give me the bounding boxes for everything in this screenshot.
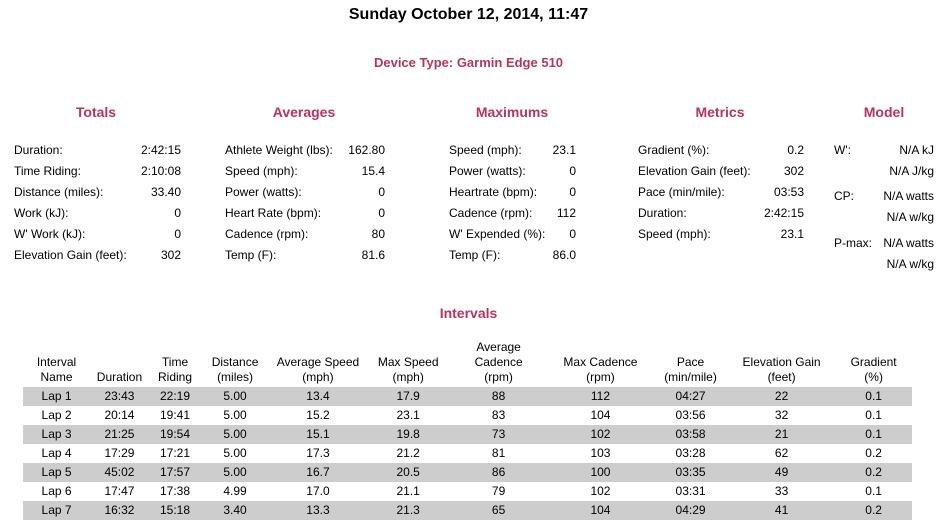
table-cell: 17.3	[306, 446, 330, 460]
table-cell: 0.2	[835, 501, 912, 520]
table-cell: 03:56	[675, 408, 706, 422]
stat-label: Speed (mph):	[225, 164, 298, 178]
table-cell: 5.00	[223, 446, 247, 460]
stat-value: 0	[174, 206, 181, 220]
table-row	[23, 482, 912, 501]
averages-power	[225, 184, 385, 205]
table-cell: 32	[774, 408, 789, 422]
stat-label: Speed (mph):	[638, 227, 711, 241]
device-type: Device Type: Garmin Edge 510	[373, 55, 564, 70]
totals-section	[14, 142, 181, 268]
stat-label: Heartrate (bpm):	[449, 185, 538, 199]
table-cell: 20.5	[367, 463, 450, 482]
model-value: N/A w/kg	[886, 210, 934, 224]
intervals-table	[23, 340, 912, 520]
metrics-section	[638, 142, 804, 247]
table-cell: 45:02	[90, 463, 149, 482]
table-cell: 17:29	[104, 446, 135, 460]
model-pmax	[834, 235, 934, 277]
totals-w-prime-work	[14, 226, 181, 247]
table-cell: 62	[774, 446, 789, 460]
table-cell: 5.00	[223, 408, 247, 422]
table-cell: 103	[590, 446, 611, 460]
table-cell: 23:43	[90, 387, 149, 406]
table-cell: 03:58	[653, 425, 728, 444]
stat-label: Athlete Weight (lbs):	[225, 143, 333, 157]
column-header: Max Speed (mph)	[377, 355, 439, 384]
table-cell: 33	[774, 484, 789, 498]
table-cell: 73	[449, 425, 547, 444]
table-cell: 21	[728, 425, 835, 444]
table-cell: 104	[590, 408, 611, 422]
table-cell: 21:25	[90, 425, 149, 444]
column-header: Distance (miles)	[211, 355, 259, 384]
stat-value: 0	[569, 227, 576, 241]
intervals-header-row	[23, 340, 912, 387]
maximums-speed	[449, 142, 576, 163]
stat-value: 0	[569, 185, 576, 199]
totals-duration	[14, 142, 181, 163]
model-cp	[834, 188, 934, 230]
table-cell: 15.1	[269, 425, 367, 444]
table-cell: 0.1	[865, 484, 882, 498]
stat-value: 112	[556, 206, 576, 220]
table-cell: 23.1	[396, 408, 420, 422]
table-cell: 22	[728, 387, 835, 406]
model-value: N/A watts	[883, 189, 934, 203]
table-cell: 112	[548, 387, 653, 406]
model-value: N/A kJ	[899, 143, 934, 157]
column-header: Average Cadence (rpm)	[474, 340, 523, 384]
column-header: Elevation Gain (feet)	[742, 355, 821, 384]
totals-heading: Totals	[75, 104, 117, 120]
table-cell: 17:47	[104, 484, 135, 498]
metrics-duration	[638, 205, 804, 226]
table-cell: Lap 6	[41, 484, 72, 498]
maximums-heartrate	[449, 184, 576, 205]
stat-value: 2:42:15	[140, 143, 181, 157]
table-row	[23, 501, 912, 520]
table-cell: 03:35	[653, 463, 728, 482]
averages-heart-rate	[225, 205, 385, 226]
table-cell: 17.0	[306, 484, 330, 498]
table-cell: 49	[728, 463, 835, 482]
stat-value: 0	[378, 185, 385, 199]
table-cell: Lap 4	[41, 446, 72, 460]
table-row	[23, 406, 912, 425]
maximums-power	[449, 163, 576, 184]
table-row	[23, 444, 912, 463]
stat-label: Work (kJ):	[14, 206, 69, 220]
stat-value: 302	[160, 248, 181, 262]
stat-label: Power (watts):	[225, 185, 302, 199]
maximums-cadence	[449, 205, 576, 226]
table-cell: 3.40	[201, 501, 269, 520]
stat-label: Elevation Gain (feet):	[638, 164, 751, 178]
stat-label: Time Riding:	[14, 164, 81, 178]
model-label: CP:	[834, 189, 855, 203]
table-cell: 13.3	[269, 501, 367, 520]
stat-value: 15.4	[361, 164, 385, 178]
stat-value: 80	[371, 227, 385, 241]
metrics-pace	[638, 184, 804, 205]
model-value: N/A w/kg	[886, 257, 934, 271]
table-cell: 16:32	[90, 501, 149, 520]
stat-label: W' Work (kJ):	[14, 227, 86, 241]
stat-value: 2:10:08	[140, 164, 181, 178]
totals-distance	[14, 184, 181, 205]
stat-value: 0	[569, 164, 576, 178]
table-cell: 0.1	[865, 408, 882, 422]
table-cell: 41	[728, 501, 835, 520]
intervals-heading: Intervals	[439, 305, 498, 321]
table-cell: Lap 5	[23, 463, 90, 482]
table-row	[23, 387, 912, 406]
table-cell: Lap 1	[23, 387, 90, 406]
stat-value: 33.40	[150, 185, 181, 199]
stat-label: Temp (F):	[449, 248, 501, 262]
table-cell: 17:57	[149, 463, 201, 482]
stat-value: 23.1	[780, 227, 804, 241]
table-cell: 15.2	[306, 408, 330, 422]
maximums-section	[449, 142, 576, 268]
averages-athlete-weight	[225, 142, 385, 163]
stat-label: Speed (mph):	[449, 143, 522, 157]
metrics-speed	[638, 226, 804, 247]
table-cell: 86	[449, 463, 547, 482]
stat-label: Cadence (rpm):	[449, 206, 533, 220]
stat-value: 2:42:15	[763, 206, 804, 220]
table-cell: 21.3	[367, 501, 450, 520]
table-cell: 21.2	[396, 446, 420, 460]
stat-label: Duration:	[638, 206, 687, 220]
stat-label: Distance (miles):	[14, 185, 104, 199]
table-cell: 5.00	[201, 425, 269, 444]
model-value: N/A watts	[883, 236, 934, 250]
stat-value: 23.1	[552, 143, 576, 157]
table-cell: Lap 3	[23, 425, 90, 444]
table-cell: 19:41	[159, 408, 191, 422]
stat-value: 81.6	[361, 248, 385, 262]
totals-time-riding	[14, 163, 181, 184]
stat-label: W' Expended (%):	[449, 227, 546, 241]
totals-work	[14, 205, 181, 226]
averages-cadence	[225, 226, 385, 247]
column-header: Interval Name	[36, 355, 77, 384]
averages-temp	[225, 247, 385, 268]
stat-label: Duration:	[14, 143, 63, 157]
table-cell: 0.1	[835, 425, 912, 444]
table-cell: 17:38	[159, 484, 191, 498]
column-header: Time Riding	[157, 355, 193, 384]
stat-label: Pace (min/mile):	[638, 185, 725, 199]
maximums-heading: Maximums	[475, 104, 549, 120]
table-cell: 79	[491, 484, 506, 498]
model-label: W':	[834, 143, 851, 157]
stat-value: 0	[174, 227, 181, 241]
stat-label: Elevation Gain (feet):	[14, 248, 127, 262]
table-cell: 102	[590, 484, 611, 498]
stat-value: 0	[378, 206, 385, 220]
metrics-elevation-gain	[638, 163, 804, 184]
maximums-temp	[449, 247, 576, 268]
table-cell: 20:14	[104, 408, 135, 422]
stat-label: Gradient (%):	[638, 143, 710, 157]
table-cell: 19.8	[367, 425, 450, 444]
table-cell: 104	[548, 501, 653, 520]
table-cell: 04:27	[653, 387, 728, 406]
maximums-w-prime-expended	[449, 226, 576, 247]
column-header: Gradient (%)	[850, 355, 897, 384]
model-value: N/A J/kg	[889, 164, 934, 178]
stat-value: 302	[783, 164, 804, 178]
table-cell: 65	[449, 501, 547, 520]
table-cell: 15:18	[149, 501, 201, 520]
table-cell: 13.4	[269, 387, 367, 406]
table-cell: 22:19	[149, 387, 201, 406]
table-cell: 0.2	[835, 463, 912, 482]
table-cell: 0.2	[865, 446, 882, 460]
table-cell: 21.1	[396, 484, 420, 498]
stat-value: 03:53	[773, 185, 804, 199]
table-cell: 03:31	[675, 484, 706, 498]
column-header: Pace (min/mile)	[664, 355, 717, 384]
metrics-gradient	[638, 142, 804, 163]
totals-elevation-gain	[14, 247, 181, 268]
table-cell: 19:54	[149, 425, 201, 444]
table-cell: 04:29	[653, 501, 728, 520]
table-cell: 5.00	[201, 387, 269, 406]
table-cell: 0.1	[835, 387, 912, 406]
metrics-heading: Metrics	[695, 104, 745, 120]
stat-label: Power (watts):	[449, 164, 526, 178]
stat-value: 86.0	[552, 248, 576, 262]
table-cell: 16.7	[269, 463, 367, 482]
table-cell: 17.9	[367, 387, 450, 406]
model-label: P-max:	[834, 236, 873, 250]
stat-value: 0.2	[787, 143, 804, 157]
table-cell: 102	[548, 425, 653, 444]
stat-value: 162.80	[348, 143, 385, 157]
table-cell: 03:28	[675, 446, 706, 460]
averages-section	[225, 142, 385, 268]
column-header: Max Cadence (rpm)	[563, 355, 638, 384]
column-header: Duration	[96, 370, 143, 384]
table-row	[23, 425, 912, 444]
table-cell: 5.00	[201, 463, 269, 482]
model-heading: Model	[863, 104, 905, 120]
table-cell: 81	[491, 446, 506, 460]
ride-title: Sunday October 12, 2014, 11:47	[348, 6, 589, 23]
model-w-prime	[834, 142, 934, 184]
table-row	[23, 463, 912, 482]
column-header: Average Speed (mph)	[276, 355, 360, 384]
stat-label: Heart Rate (bpm):	[225, 206, 322, 220]
stat-label: Cadence (rpm):	[225, 227, 309, 241]
table-cell: Lap 2	[41, 408, 72, 422]
stat-label: Temp (F):	[225, 248, 277, 262]
averages-heading: Averages	[272, 104, 336, 120]
table-cell: Lap 7	[23, 501, 90, 520]
table-cell: 4.99	[223, 484, 247, 498]
table-cell: 17:21	[159, 446, 191, 460]
table-cell: 88	[449, 387, 547, 406]
averages-speed	[225, 163, 385, 184]
table-cell: 100	[548, 463, 653, 482]
table-cell: 83	[491, 408, 506, 422]
